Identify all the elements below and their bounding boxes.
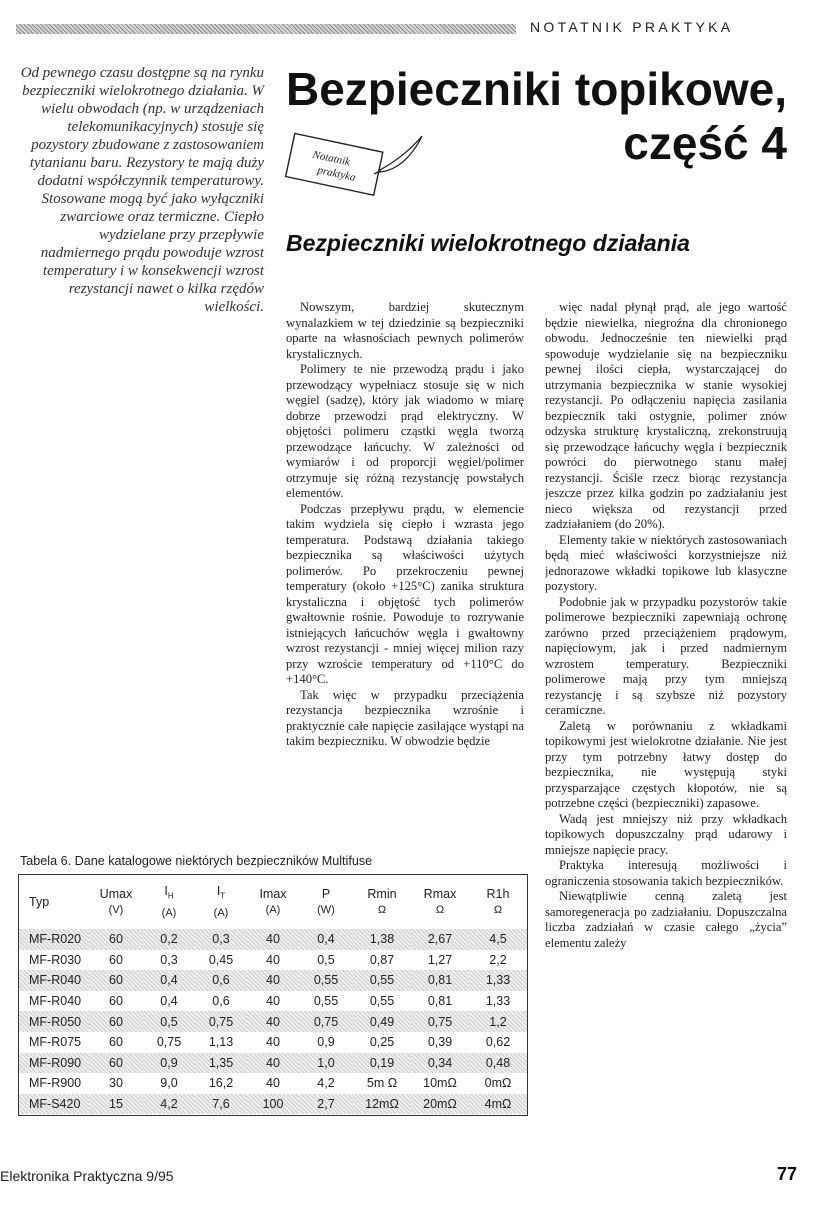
table-row <box>19 970 527 991</box>
table-cell: 0,55 <box>299 970 353 991</box>
table-cell: 10mΩ <box>423 1076 457 1091</box>
table-cell: 1,0 <box>299 1053 353 1074</box>
table-cell: MF-R090 <box>19 1053 89 1074</box>
table-cell: 0,4 <box>160 994 178 1009</box>
table-cell: 0,3 <box>195 929 247 950</box>
table-cell: 4,5 <box>469 929 527 950</box>
article-column-1 <box>286 300 524 840</box>
table-header-cell: $I_H$ (A) <box>161 884 177 919</box>
table-cell: 0,75 <box>411 1011 469 1032</box>
table-cell: 0,3 <box>160 952 178 967</box>
table-cell: 60 <box>89 929 143 950</box>
table-cell: 0,75 <box>195 1011 247 1032</box>
table-header-cell: Typ <box>29 895 50 909</box>
sidebar-intro: Od pewnego czasu dostępne są na rynku bezpieczniki wielokrotnego działania. W wielu obwodach (np. w urządzeniach telekomunikacyjnych) stosuje się pozystory zbudowane z zastosowaniem tytanianu baru. Rezystory te mają duży dodatni współczynnik temperaturowy. Stosowane mogą być jako wyłączniki zwarciowe oraz termiczne. Ciepło wydzielane przy przepływie nadmiernego prądu powoduje wzrost temperatury i w konsekwencji wzrost rezystancji nawet o kilka rzędów wielkości. <box>20 65 264 315</box>
table-cell: 0,9 <box>143 1053 195 1074</box>
table-cell: 0,2 <box>143 929 195 950</box>
table-cell: 40 <box>266 1035 280 1050</box>
table-cell: 40 <box>247 970 299 991</box>
table-cell: 0,81 <box>427 994 453 1009</box>
column-2-paragraph: Podobnie jak w przypadku pozystorów takie polimerowe bezpieczniki zapewniają ochronę zarówno przed przeciążeniem prądowym, napięciowym, jak i przed nadmiernym wzrostem temperatury. Bezpieczniki polimerowe mają przy tym mniejszą rezystancję i są szybsze niż pozystory ceramiczne. <box>545 594 787 717</box>
table-cell: 0,6 <box>212 994 230 1009</box>
table-cell: 60 <box>109 952 123 967</box>
table-row <box>19 929 527 950</box>
table-cell: 0,9 <box>317 1035 335 1050</box>
table-cell: 5m Ω <box>366 1076 398 1091</box>
table-row <box>19 991 527 1012</box>
table-cell: MF-R900 <box>29 1076 82 1091</box>
table-cell: 9,0 <box>160 1076 178 1091</box>
footer-publication: Elektronika Praktyczna 9/95 <box>0 1168 174 1184</box>
table-cell: 0,39 <box>427 1035 453 1050</box>
quill-pen-icon <box>380 136 422 172</box>
table-row <box>19 1053 527 1074</box>
table-header-cell: Rmin Ω <box>367 887 397 916</box>
column-2-paragraph: Elementy takie w niektórych zastosowaniach będą mieć właściwości korzystniejsze niż jednorazowe wkładki topikowe lub klasyczne pozystory. <box>545 532 787 593</box>
table-cell: 40 <box>247 1011 299 1032</box>
table-cell: 0,49 <box>353 1011 411 1032</box>
table-cell: 60 <box>89 970 143 991</box>
table-cell: 40 <box>247 929 299 950</box>
table-header-cell: P (W) <box>317 887 335 916</box>
table-cell: MF-R040 <box>29 994 82 1009</box>
table-cell: 0,4 <box>143 970 195 991</box>
table-cell: 1,33 <box>485 994 511 1009</box>
table-cell: 2,2 <box>489 952 507 967</box>
table-row <box>19 1032 527 1053</box>
table-cell: 7,6 <box>195 1094 247 1115</box>
table-header-cell: R1h Ω <box>486 887 510 916</box>
table-cell: MF-R050 <box>19 1011 89 1032</box>
table-cell: 40 <box>266 994 280 1009</box>
header-decorative-bar <box>16 24 516 34</box>
table-cell: 1,38 <box>353 929 411 950</box>
column-1-paragraph: Polimery te nie przewodzą prądu i jako przewodzący wypełniacz stosuje się w nich węgiel (sadzę), który jak wiadomo w miarę dobrze przewodzi prąd elektryczny. W objętości polimeru cząstki węgla tworzą przewodzące łańcuchy. W zależności od wymiarów i od proporcji węgiel/polimer otrzymuje się różną rezystancję powstałych elementów. <box>286 362 524 500</box>
column-1-paragraph: Nowszym, bardziej skutecznym wynalazkiem w tej dziedzinie są bezpieczniki oparte na własnościach pewnych polimerów krystalicznych. <box>286 300 524 361</box>
table-cell: 0,45 <box>208 952 234 967</box>
table-cell: MF-R075 <box>29 1035 82 1050</box>
logo-text-line-1: Notatnik <box>311 148 352 169</box>
column-2-paragraph: więc nadal płynął prąd, ale jego wartość będzie niewielka, niegroźna dla chronionego obwodu. Jednocześnie ten niewielki prąd spowoduje wydzielanie się na bezpieczniku pewnej ilości ciepła, wystarczającej do utrzymania bezpiecznika w stanie wysokiej rezystancji. Po odłączeniu napięcia zasilania bezpiecznik taki ostygnie, polimer znów odzyska strukturę krystaliczną, zrekonstruują się przewodzące łańcuchy węgla i bezpiecznik powróci do pierwotnego stanu małej rezystancji. Ściśle rzecz biorąc rezystancja jeszcze przez kilka godzin po zadziałaniu jest nieco większa od rezystancji przed zadziałaniem (do 20%). <box>545 300 787 531</box>
table-cell: 40 <box>247 1053 299 1074</box>
table-cell: 1,13 <box>208 1035 234 1050</box>
article-title-line-1: Bezpieczniki topikowe, <box>286 63 787 115</box>
table-caption: Tabela 6. Dane katalogowe niektórych bezpieczników Multifuse <box>20 854 373 868</box>
table-cell: 60 <box>109 994 123 1009</box>
table-cell: 0,55 <box>313 994 339 1009</box>
table-cell: 4,2 <box>317 1076 335 1091</box>
table-cell: 1,33 <box>469 970 527 991</box>
table-header-cell: Umax (V) <box>99 887 133 916</box>
table-cell: 0,48 <box>469 1053 527 1074</box>
table-cell: 30 <box>109 1076 123 1091</box>
page-number: 77 <box>776 1164 797 1184</box>
table-cell: 0,25 <box>369 1035 395 1050</box>
table-row <box>19 950 527 971</box>
table-cell: 0,81 <box>411 970 469 991</box>
column-1-paragraph: Tak więc w przypadku przeciążenia rezystancja bezpiecznika wzrośnie i praktycznie całe napięcie zasilające wystąpi na takim bezpieczniku. W obwodzie będzie <box>286 687 524 748</box>
fuse-data-table <box>18 874 528 1116</box>
column-2-paragraph: Praktyka interesują możliwości i ograniczenia stosowania takich bezpieczników. <box>545 858 787 888</box>
column-2-paragraph: Niewątpliwie cenną zaletą jest samoregeneracja po zadziałaniu. Dopuszczalna liczba zadziałań w czasie całego „życia” elementu zależy <box>545 889 787 950</box>
table-row <box>19 1073 527 1094</box>
table-cell: 4mΩ <box>469 1094 527 1115</box>
table-row <box>19 1094 527 1115</box>
table-cell: 0,75 <box>156 1035 182 1050</box>
table-cell: 0,4 <box>299 929 353 950</box>
table-cell: 0,87 <box>369 952 395 967</box>
table-cell: 0,5 <box>317 952 335 967</box>
article-title-line-2: część 4 <box>623 117 787 169</box>
table-cell: 60 <box>109 1035 123 1050</box>
table-cell: 100 <box>247 1094 299 1115</box>
notatnik-praktyka-logo <box>272 130 432 200</box>
table-header-cell: $I_T$ (A) <box>213 884 229 919</box>
table-cell: MF-S420 <box>19 1094 89 1115</box>
table-cell: MF-R030 <box>29 952 82 967</box>
table-cell: 1,2 <box>469 1011 527 1032</box>
table-header-row <box>19 875 527 929</box>
table-cell: MF-R020 <box>19 929 89 950</box>
table-cell: 0,6 <box>195 970 247 991</box>
table-header-cell: Imax (A) <box>259 887 287 916</box>
table-cell: 0,55 <box>353 970 411 991</box>
table-cell: 0,34 <box>411 1053 469 1074</box>
table-cell: 0,5 <box>143 1011 195 1032</box>
article-subtitle: Bezpieczniki wielokrotnego działania <box>286 230 690 256</box>
table-cell: 60 <box>89 1011 143 1032</box>
column-2-paragraph: Zaletą w porównaniu z wkładkami topikowymi jest wielokrotne działanie. Nie jest przy tym potrzebny łatwy dostęp do bezpiecznika, nie występują styki przysparzające częstych kłopotów, nie są potrzebne części (bezpieczniki) zapasowe. <box>545 718 787 810</box>
logo-text-line-2: praktyka <box>316 164 357 184</box>
article-column-2 <box>545 300 787 1166</box>
table-cell: MF-R040 <box>19 970 89 991</box>
table-cell: 16,2 <box>208 1076 234 1091</box>
table-cell: 12mΩ <box>353 1094 411 1115</box>
table-cell: 0,19 <box>353 1053 411 1074</box>
table-cell: 1,35 <box>195 1053 247 1074</box>
table-cell: 0,55 <box>369 994 395 1009</box>
table-cell: 4,2 <box>143 1094 195 1115</box>
table-cell: 2,67 <box>411 929 469 950</box>
column-2-paragraph: Wadą jest mniejszy niż przy wkładkach topikowych dopuszczalny prąd udarowy i mniejsze napięcie pracy. <box>545 811 787 857</box>
table-cell: 1,27 <box>427 952 453 967</box>
table-row <box>19 1011 527 1032</box>
table-cell: 0,75 <box>299 1011 353 1032</box>
table-cell: 40 <box>266 1076 280 1091</box>
table-cell: 60 <box>89 1053 143 1074</box>
column-1-paragraph: Podczas przepływu prądu, w elemencie takim wydziela się ciepło i wzrasta jego temperatura. Podstawą działania takiego bezpiecznika są właściwości użytych polimerów. Po przekroczeniu pewnej temperatury (około +125°C) zanika struktura krystaliczna i objętość tych polimerów gwałtownie rośnie. Powoduje to rozrywanie istniejących łańcuchów węgla i gwałtowny wzrost rezystancji - mniej więcej milion razy przy wzroście temperatury od +110°C do +140°C. <box>286 501 524 686</box>
section-label: NOTATNIK PRAKTYKA <box>530 19 734 35</box>
table-cell: 0mΩ <box>484 1076 512 1091</box>
table-cell: 0,62 <box>485 1035 511 1050</box>
table-cell: 20mΩ <box>411 1094 469 1115</box>
table-cell: 15 <box>89 1094 143 1115</box>
table-header-cell: Rmax Ω <box>423 887 457 916</box>
table-cell: 40 <box>266 952 280 967</box>
table-cell: 2,7 <box>299 1094 353 1115</box>
